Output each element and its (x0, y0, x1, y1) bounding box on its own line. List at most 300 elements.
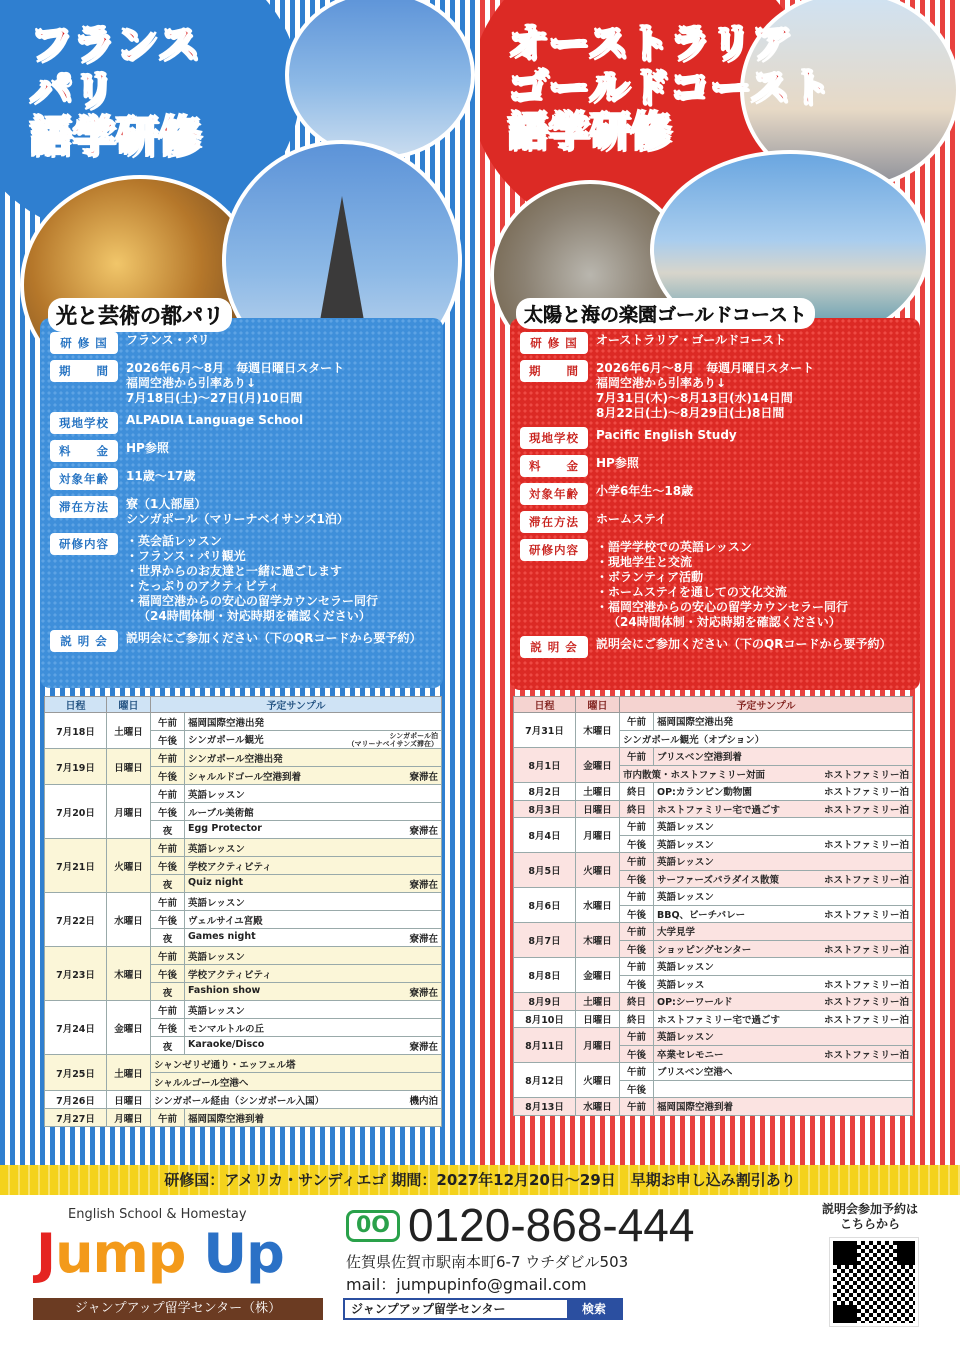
info-row (520, 511, 910, 533)
info-label: 期 間 (50, 360, 118, 382)
info-label: 現地学校 (520, 427, 588, 449)
table-row (514, 783, 913, 801)
info-label: 研 修 国 (50, 332, 118, 354)
info-value (596, 427, 737, 443)
info-row (50, 533, 433, 624)
activity-cell (654, 853, 913, 871)
info-bullet: ・ 現地学生と交流 (596, 555, 848, 570)
weekday-cell: 土曜日 (107, 1055, 151, 1091)
activity-cell (654, 975, 913, 993)
activity-cell (654, 940, 913, 958)
table-row (45, 839, 442, 857)
activity-cell (185, 785, 442, 803)
activity-cell (151, 1055, 442, 1073)
weekday-cell: 月曜日 (107, 785, 151, 839)
weekday-cell: 月曜日 (576, 1028, 620, 1063)
address: 佐賀県佐賀市駅南本町6-7 ウチダビル503 (346, 1253, 629, 1271)
activity-text: 英語レッスン (657, 839, 714, 851)
date-cell: 8月13日 (514, 1098, 576, 1116)
period-cell: 午前 (151, 839, 185, 857)
info-bullet: ・ たっぷりのアクティビティ (126, 579, 378, 594)
date-cell: 7月19日 (45, 749, 107, 785)
info-row (520, 455, 910, 477)
date-cell: 8月3日 (514, 800, 576, 818)
table-row (514, 1010, 913, 1028)
right-info-panel (510, 318, 920, 690)
activity-cell (620, 765, 913, 783)
table-row (45, 785, 442, 803)
info-value (126, 440, 169, 456)
table-row (514, 818, 913, 836)
activity-text: 英語レッスン (657, 962, 714, 974)
left-banner: 光と芸術の都パリ (48, 298, 232, 332)
activity-text: Egg Protector (188, 822, 262, 834)
stay-note: 寮滞在 (409, 771, 438, 783)
info-bullet: ・ フランス・パリ観光 (126, 549, 378, 564)
stay-note: ホストファミリー泊 (823, 874, 909, 886)
search-text: ジャンプアップ留学センター (351, 1302, 506, 1316)
table-header: 予定サンプル (151, 697, 442, 713)
info-line: HP参照 (596, 456, 639, 470)
info-row (520, 360, 910, 421)
activity-cell (185, 911, 442, 929)
activity-cell (654, 1010, 913, 1028)
activity-cell (185, 947, 442, 965)
info-bullets (126, 534, 378, 609)
info-row (50, 468, 433, 490)
period-cell: 午前 (620, 1063, 654, 1081)
date-cell: 7月26日 (45, 1091, 107, 1109)
info-row (520, 427, 910, 449)
table-row (514, 1028, 913, 1046)
period-cell: 夜 (151, 1037, 185, 1055)
activity-cell (654, 748, 913, 766)
activity-cell (654, 835, 913, 853)
period-cell: 午後 (151, 911, 185, 929)
period-cell: 午前 (620, 713, 654, 731)
table-row (514, 853, 913, 871)
table-row (45, 713, 442, 731)
stay-note: ホストファミリー泊 (823, 804, 909, 816)
activity-text: OP:シーワールド (657, 997, 733, 1009)
activity-text: シャルルドゴール空港到着 (188, 771, 302, 783)
activity-text: Quiz night (188, 876, 244, 888)
period-cell: 午後 (620, 1045, 654, 1063)
info-bullet: ・ 福岡空港からの安心の留学カウンセラー同行 (126, 594, 378, 609)
period-cell: 終日 (620, 993, 654, 1011)
activity-text: BBQ、ビーチバレー (657, 909, 746, 921)
email-address[interactable]: mail：jumpupinfo@gmail.com (346, 1275, 587, 1294)
info-row (520, 636, 910, 658)
activity-cell (185, 749, 442, 767)
period-cell: 終日 (620, 783, 654, 801)
period-cell: 午前 (151, 785, 185, 803)
left-title-line: フランス (30, 20, 201, 69)
period-cell: 午前 (151, 1001, 185, 1019)
weekday-cell: 木曜日 (107, 947, 151, 1001)
weekday-cell: 水曜日 (576, 888, 620, 923)
info-value (596, 636, 891, 652)
table-row (514, 923, 913, 941)
phone-number[interactable]: 0120-868-444 (408, 1199, 695, 1251)
activity-text: 英語レッスン (188, 789, 245, 801)
period-cell: 夜 (151, 875, 185, 893)
activity-cell (185, 821, 442, 839)
info-label: 現地学校 (50, 412, 118, 434)
activity-cell (654, 1045, 913, 1063)
info-line: 2026年6月～8月 毎週日曜日スタート (126, 361, 345, 375)
activity-cell (185, 929, 442, 947)
table-row (45, 893, 442, 911)
weekday-cell: 水曜日 (107, 893, 151, 947)
activity-text: シャンゼリゼ通り・エッフェル塔 (154, 1059, 296, 1071)
promo-strip-text: 研修国：アメリカ・サンディエゴ 期間：2027年12月20日～29日 早期お申し込み割引あり (164, 1171, 796, 1189)
period-cell: 午前 (151, 1109, 185, 1127)
date-cell: 8月6日 (514, 888, 576, 923)
info-line: 2026年6月～8月 毎週月曜日スタート (596, 361, 815, 375)
activity-text: Karaoke/Disco (188, 1038, 265, 1050)
period-cell: 夜 (151, 821, 185, 839)
activity-cell (185, 875, 442, 893)
period-cell: 午後 (620, 835, 654, 853)
info-value (126, 533, 378, 624)
activity-text: 卒業セレモニー (657, 1049, 724, 1061)
table-header: 曜日 (107, 697, 151, 713)
search-box[interactable] (343, 1298, 623, 1320)
info-row (50, 332, 433, 354)
weekday-cell: 火曜日 (107, 839, 151, 893)
logo-letter: J (36, 1222, 56, 1285)
activity-text: シンガポール経由（シンガポール入国） (154, 1095, 325, 1107)
period-cell: 午後 (151, 803, 185, 821)
weekday-cell: 水曜日 (576, 1098, 620, 1116)
activity-cell (151, 1073, 442, 1091)
period-cell: 午後 (151, 1019, 185, 1037)
table-row (45, 947, 442, 965)
stay-note: 寮滞在 (409, 825, 438, 837)
table-row (45, 1091, 442, 1109)
info-note: （24時間体制・対応時期を確認ください） (608, 615, 841, 629)
info-bullet: ・ 語学学校での英語レッスン (596, 540, 848, 555)
period-cell: 午後 (620, 975, 654, 993)
qr-code[interactable] (830, 1238, 918, 1326)
activity-cell (654, 783, 913, 801)
activity-cell (185, 1037, 442, 1055)
info-line: HP参照 (126, 441, 169, 455)
info-row (50, 360, 433, 406)
table-header: 日程 (45, 697, 107, 713)
right-title-line: ゴールドコースト (508, 65, 832, 111)
activity-text: 英語レッスン (188, 1005, 245, 1017)
period-cell: 夜 (151, 983, 185, 1001)
activity-text: モンマルトルの丘 (188, 1023, 265, 1035)
activity-cell (654, 870, 913, 888)
info-line: 説明会にご参加ください（下のQRコードから要予約） (596, 637, 892, 651)
info-value (126, 630, 421, 646)
info-label: 期 間 (520, 360, 588, 382)
info-row (50, 630, 433, 652)
weekday-cell: 金曜日 (576, 958, 620, 993)
info-line: シンガポール（マリーナベイサンズ1泊） (126, 512, 349, 526)
weekday-cell: 日曜日 (576, 800, 620, 818)
period-cell: 午前 (151, 713, 185, 731)
period-cell: 午前 (620, 1028, 654, 1046)
activity-text: ホストファミリー宅で過ごす (657, 804, 781, 816)
info-value (596, 511, 667, 527)
date-cell: 8月7日 (514, 923, 576, 958)
weekday-cell: 火曜日 (576, 853, 620, 888)
table-row (45, 1001, 442, 1019)
stay-note: ホストファミリー泊 (823, 909, 909, 921)
stay-note: ホストファミリー泊 (823, 787, 909, 799)
activity-text: ショッピングセンター (657, 944, 752, 956)
date-cell: 8月4日 (514, 818, 576, 853)
info-line: 7月18日(土)～27日(月)10日間 (126, 391, 303, 405)
info-line: 説明会にご参加ください（下のQRコードから要予約） (126, 631, 422, 645)
activity-cell (185, 767, 442, 785)
info-label: 滞在方法 (50, 496, 118, 518)
info-bullet: ・ 世界からのお友達と一緒に過ごします (126, 564, 378, 579)
info-value (126, 468, 195, 484)
info-value (596, 332, 786, 348)
stay-note-line: （マリーナベイサンズ滞在） (347, 739, 438, 748)
activity-text: 福岡国際空港出発 (188, 717, 265, 729)
period-cell: 午前 (151, 947, 185, 965)
stay-note: ホストファミリー泊 (823, 944, 909, 956)
info-line: フランス・パリ (126, 333, 210, 347)
stay-note: 寮滞在 (409, 879, 438, 891)
weekday-cell: 月曜日 (576, 818, 620, 853)
info-label: 研修内容 (50, 533, 118, 555)
activity-cell (654, 923, 913, 941)
info-value (126, 360, 344, 406)
info-bullet: ・ 福岡空港からの安心の留学カウンセラー同行 (596, 600, 848, 615)
date-cell: 7月18日 (45, 713, 107, 749)
period-cell: 午前 (620, 818, 654, 836)
activity-text: 英語レッスン (657, 1032, 714, 1044)
period-cell: 午後 (151, 731, 185, 749)
activity-text: 福岡国際空港出発 (657, 717, 734, 729)
info-line: 小学6年生～18歳 (596, 484, 694, 498)
info-row (520, 483, 910, 505)
activity-text: シンガポール観光（オプション） (623, 734, 765, 746)
date-cell: 8月12日 (514, 1063, 576, 1098)
table-row (45, 749, 442, 767)
activity-cell (654, 1080, 913, 1098)
info-value (126, 496, 349, 527)
activity-cell (654, 993, 913, 1011)
right-title-line: オーストラリア (508, 21, 793, 67)
period-cell: 午後 (151, 857, 185, 875)
weekday-cell: 金曜日 (576, 748, 620, 783)
freedial-icon: 0O (346, 1210, 400, 1242)
activity-cell (185, 839, 442, 857)
period-cell: 終日 (620, 1010, 654, 1028)
activity-text: サーファーズパラダイス散策 (657, 874, 779, 886)
date-cell: 7月27日 (45, 1109, 107, 1127)
activity-cell (151, 1091, 442, 1109)
info-row (50, 440, 433, 462)
search-button[interactable]: 検索 (567, 1300, 621, 1318)
info-bullet: ・ ホームステイを通しての文化交流 (596, 585, 848, 600)
table-header: 予定サンプル (620, 697, 913, 713)
period-cell: 午前 (620, 888, 654, 906)
activity-cell (654, 1098, 913, 1116)
info-value (596, 539, 848, 630)
activity-cell (185, 1109, 442, 1127)
activity-text: 英語レッスン (188, 897, 245, 909)
info-value (596, 360, 814, 421)
period-cell: 午後 (620, 905, 654, 923)
weekday-cell: 金曜日 (107, 1001, 151, 1055)
stay-note: 寮滞在 (409, 987, 438, 999)
weekday-cell: 月曜日 (107, 1109, 151, 1127)
activity-text: シンガポール観光 (188, 734, 264, 746)
activity-text: OP:カランビン動物園 (657, 787, 752, 799)
weekday-cell: 木曜日 (576, 713, 620, 748)
info-label: 料 金 (520, 455, 588, 477)
date-cell: 8月11日 (514, 1028, 576, 1063)
activity-text: 市内散策・ホストファミリー対面 (623, 769, 766, 781)
qr-label: 説明会参加予約は こちらから (821, 1202, 918, 1231)
info-value (126, 332, 210, 348)
activity-text: ブリスベン空港へ (657, 1067, 733, 1079)
table-header-row (45, 697, 442, 713)
stay-note: ホストファミリー泊 (823, 1014, 909, 1026)
activity-text: 英語レッスン (657, 857, 714, 869)
weekday-cell: 土曜日 (107, 713, 151, 749)
date-cell: 8月8日 (514, 958, 576, 993)
info-line: Pacific English Study (596, 428, 737, 442)
period-cell: 午前 (620, 958, 654, 976)
activity-text: 英語レッスン (188, 951, 245, 963)
weekday-cell: 土曜日 (576, 993, 620, 1011)
info-value (596, 455, 639, 471)
period-cell: 午後 (151, 965, 185, 983)
activity-cell (654, 800, 913, 818)
activity-cell (185, 965, 442, 983)
period-cell: 午前 (620, 853, 654, 871)
info-line: 福岡空港から引率あり↓ (596, 376, 727, 390)
activity-cell (654, 818, 913, 836)
table-row (514, 800, 913, 818)
activity-cell (185, 803, 442, 821)
activity-text: ブリスベン空港到着 (657, 752, 742, 764)
info-line: 7月31日(木)～8月13日(水)14日間 (596, 391, 793, 405)
stay-note: ホストファミリー泊 (823, 1049, 909, 1061)
stay-note: ホストファミリー泊 (823, 839, 909, 851)
info-line: オーストラリア・ゴールドコースト (596, 333, 787, 347)
activity-cell (185, 893, 442, 911)
period-cell: 午前 (620, 748, 654, 766)
stay-note: 寮滞在 (409, 933, 438, 945)
info-line: 8月22日(土)～8月29日(土)8日間 (596, 406, 785, 420)
stay-note (348, 732, 438, 748)
info-bullet: ・ 英会話レッスン (126, 534, 378, 549)
activity-cell (620, 730, 913, 748)
date-cell: 8月9日 (514, 993, 576, 1011)
info-value (126, 412, 303, 428)
period-cell: 午後 (620, 940, 654, 958)
date-cell: 7月31日 (514, 713, 576, 748)
activity-text: シンガポール空港出発 (188, 753, 283, 765)
left-title-line: パリ (30, 66, 117, 116)
info-label: 滞在方法 (520, 511, 588, 533)
date-cell: 8月2日 (514, 783, 576, 801)
activity-text: 英語レッスン (188, 843, 245, 855)
activity-cell (654, 1063, 913, 1081)
info-row (520, 332, 910, 354)
table-row (514, 748, 913, 766)
stay-note: ホストファミリー泊 (823, 769, 909, 781)
activity-cell (185, 731, 442, 749)
activity-text: 学校アクティビティ (188, 969, 272, 981)
right-title (508, 22, 832, 154)
activity-text: 英語レッス (657, 979, 705, 991)
activity-cell (185, 857, 442, 875)
right-banner: 太陽と海の楽園ゴールドコースト (516, 298, 815, 329)
table-row (514, 888, 913, 906)
weekday-cell: 日曜日 (107, 749, 151, 785)
table-row (514, 993, 913, 1011)
date-cell: 7月20日 (45, 785, 107, 839)
activity-cell (185, 983, 442, 1001)
period-cell: 午前 (151, 893, 185, 911)
date-cell: 8月1日 (514, 748, 576, 783)
info-line: ホームステイ (596, 512, 667, 526)
activity-text: ホストファミリー宅で過ごす (657, 1014, 781, 1026)
activity-text: Fashion show (188, 984, 261, 996)
stay-note: ホストファミリー泊 (823, 997, 909, 1009)
table-row (514, 1098, 913, 1116)
info-label: 研修内容 (520, 539, 588, 561)
logo-letter: ump (55, 1222, 186, 1285)
info-row (50, 496, 433, 527)
info-line: 寮（1人部屋） (126, 497, 207, 511)
info-bullets (596, 540, 848, 615)
activity-text: 英語レッスン (657, 822, 714, 834)
info-label: 対象年齢 (520, 483, 588, 505)
weekday-cell: 日曜日 (576, 1010, 620, 1028)
date-cell: 7月25日 (45, 1055, 107, 1091)
stay-note: 機内泊 (409, 1095, 438, 1107)
table-row (514, 1063, 913, 1081)
activity-text: ルーブル美術館 (188, 807, 254, 819)
left-info-panel (40, 318, 443, 688)
stay-note-line: シンガポール泊 (389, 731, 438, 740)
table-row (45, 1109, 442, 1127)
marina-bay-photo (285, 0, 475, 160)
period-cell: 夜 (151, 929, 185, 947)
stay-note: ホストファミリー泊 (823, 979, 909, 991)
info-label: 対象年齢 (50, 468, 118, 490)
weekday-cell: 火曜日 (576, 1063, 620, 1098)
table-header: 日程 (514, 697, 576, 713)
weekday-cell: 土曜日 (576, 783, 620, 801)
period-cell: 午前 (151, 749, 185, 767)
logo-subtitle: English School & Homestay (68, 1207, 247, 1222)
activity-text: 英語レッスン (657, 892, 714, 904)
info-line: 福岡空港から引率あり↓ (126, 376, 257, 390)
stay-note: 寮滞在 (409, 1041, 438, 1053)
activity-cell (185, 1019, 442, 1037)
date-cell: 7月24日 (45, 1001, 107, 1055)
right-title-line: 語学研修 (508, 109, 672, 155)
activity-cell (654, 905, 913, 923)
date-cell: 8月10日 (514, 1010, 576, 1028)
table-header-row (514, 697, 913, 713)
weekday-cell: 日曜日 (107, 1091, 151, 1109)
